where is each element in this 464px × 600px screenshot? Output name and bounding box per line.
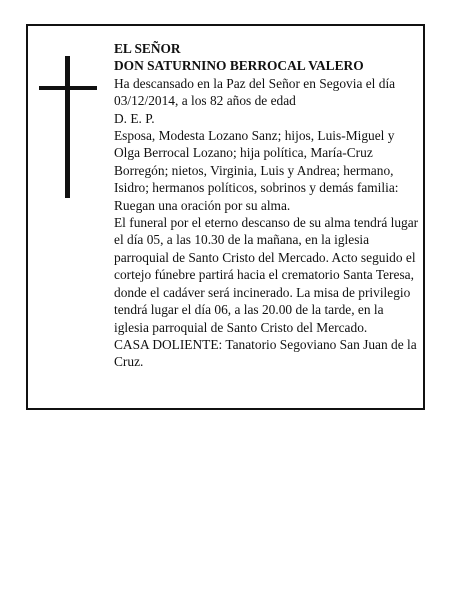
death-info: Ha descansado en la Paz del Señor en Segovia el día 03/12/2014, a los 82 años de edad xyxy=(114,75,396,109)
notice-title: EL SEÑOR xyxy=(114,41,181,56)
cross-horizontal-bar xyxy=(39,86,97,90)
prayer-request: Ruegan una oración por su alma. xyxy=(114,197,291,213)
deceased-name: DON SATURNINO BERROCAL VALERO xyxy=(114,58,364,74)
mourning-house: CASA DOLIENTE: Tanatorio Segoviano San Juan de la Cruz. xyxy=(114,336,417,370)
obituary-text xyxy=(114,40,419,371)
obituary-notice xyxy=(26,24,425,410)
family-list: Esposa, Modesta Lozano Sanz; hijos, Luis-Miguel y Olga Berrocal Lozano; hija política, María-Cruz Borregón; nietos, Virginia, Luis y Andrea; hermano, Isidro; hermanos políticos, sobrinos y demás familia: xyxy=(114,128,399,196)
rip-line: D. E. P. xyxy=(114,110,155,126)
cross-icon xyxy=(39,56,97,198)
cross-vertical-bar xyxy=(65,56,70,198)
funeral-details: El funeral por el eterno descanso de su alma tendrá lugar el día 05, a las 10.30 de la mañana, en la iglesia parroquial de Santo Cristo del Mercado. Acto seguido el cortejo fúnebre partirá hacia el crematorio Santa Teresa, donde el cadáver será incinerado. La misa de privilegio tendrá lugar el día 06, a las 20.00 de la tarde, en la iglesia parroquial de Santo Cristo del Mercado. xyxy=(114,215,419,335)
